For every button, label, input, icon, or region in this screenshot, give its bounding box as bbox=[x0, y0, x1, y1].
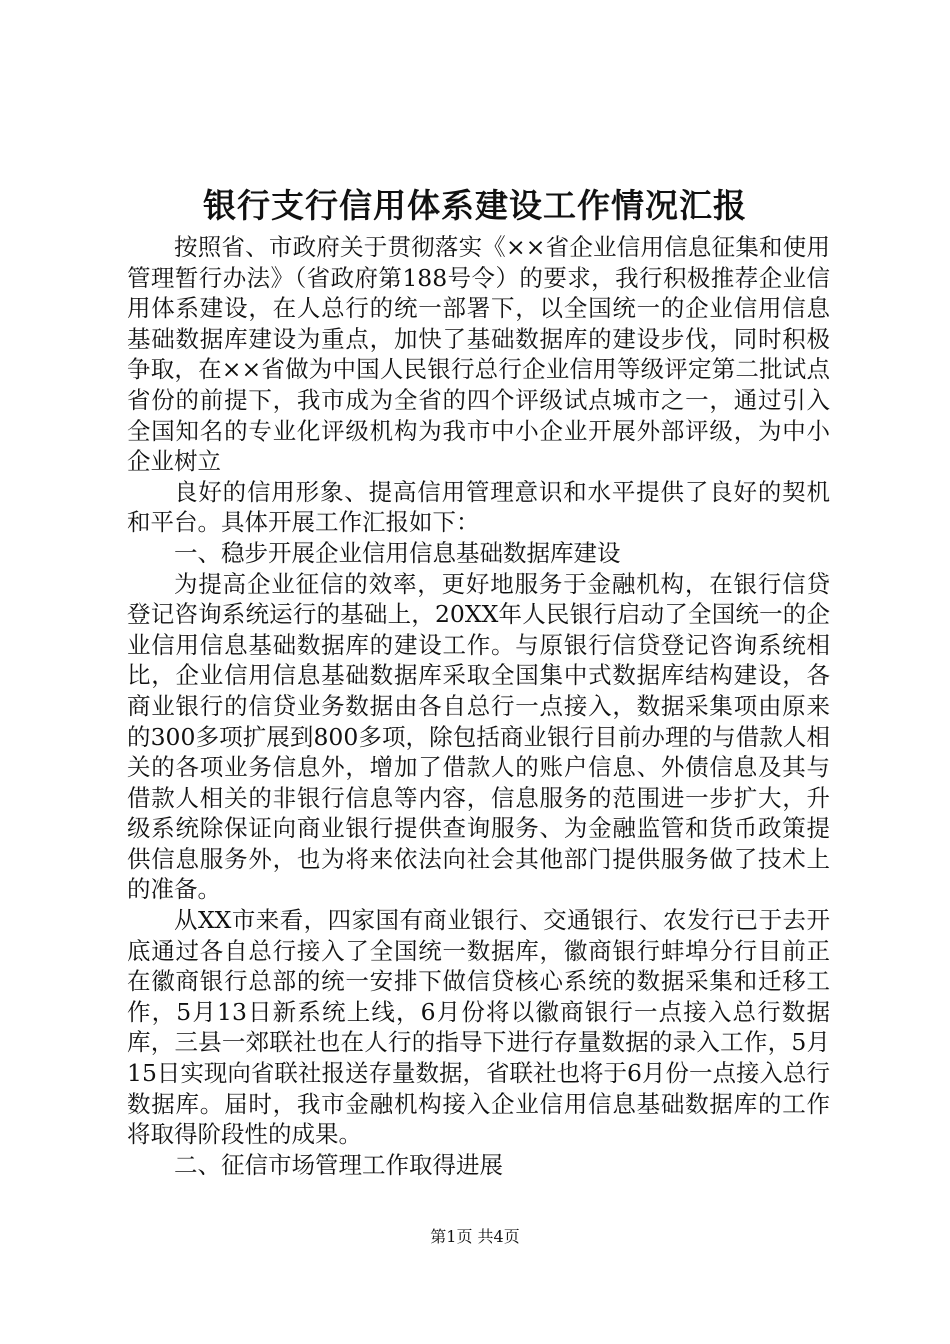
section-heading-2: 二、征信市场管理工作取得进展 bbox=[174, 1150, 503, 1179]
paragraph-intro-continued: 良好的信用形象、提高信用管理意识和水平提供了良好的契机和平台。具体开展工作汇报如下： bbox=[127, 477, 830, 537]
paragraph-intro: 按照省、市政府关于贯彻落实《××省企业信用信息征集和使用管理暂行办法》（省政府第188号令）的要求，我行积极推荐企业信用体系建设，在人总行的统一部署下，以全国统一的企业信用信息基础数据库建设为重点，加快了基础数据库的建设步伐，同时积极争取，在××省做为中国人民银行总行企业信用等级评定第二批试点省份的前提下，我市成为全省的四个评级试点城市之一，通过引入全国知名的专业化评级机构为我市中小企业开展外部评级，为中小企业树立 bbox=[127, 233, 830, 476]
section-heading-1: 一、稳步开展企业信用信息基础数据库建设 bbox=[174, 538, 621, 567]
document-title: 银行支行信用体系建设工作情况汇报 bbox=[203, 186, 747, 225]
page-number-footer: 第1页 共4页 bbox=[430, 1227, 520, 1246]
paragraph-city-progress: 从XX市来看，四家国有商业银行、交通银行、农发行已于去开底通过各自总行接入了全国统一数据库，徽商银行蚌埠分行目前正在徽商银行总部的统一安排下做信贷核心系统的数据采集和迁移工作，5月13日新系统上线，6月份将以徽商银行一点接入总行数据库，三县一郊联社也在人行的指导下进行存量数据的录入工作，5月15日实现向省联社报送存量数据，省联社也将于6月份一点接入总行数据库。届时，我市金融机构接入企业信用信息基础数据库的工作将取得阶段性的成果。 bbox=[127, 906, 830, 1149]
paragraph-database-construction: 为提高企业征信的效率，更好地服务于金融机构，在银行信贷登记咨询系统运行的基础上，20XX年人民银行启动了全国统一的企业信用信息基础数据库的建设工作。与原银行信贷登记咨询系统相比，企业信用信息基础数据库采取全国集中式数据库结构建设，各商业银行的信贷业务数据由各自总行一点接入，数据采集项由原来的300多项扩展到800多项，除包括商业银行目前办理的与借款人相关的各项业务信息外，增加了借款人的账户信息、外债信息及其与借款人相关的非银行信息等内容，信息服务的范围进一步扩大，升级系统除保证向商业银行提供查询服务、为金融监管和货币政策提供信息服务外，也为将来依法向社会其他部门提供服务做了技术上的准备。 bbox=[127, 569, 830, 904]
document-body bbox=[127, 232, 830, 1180]
